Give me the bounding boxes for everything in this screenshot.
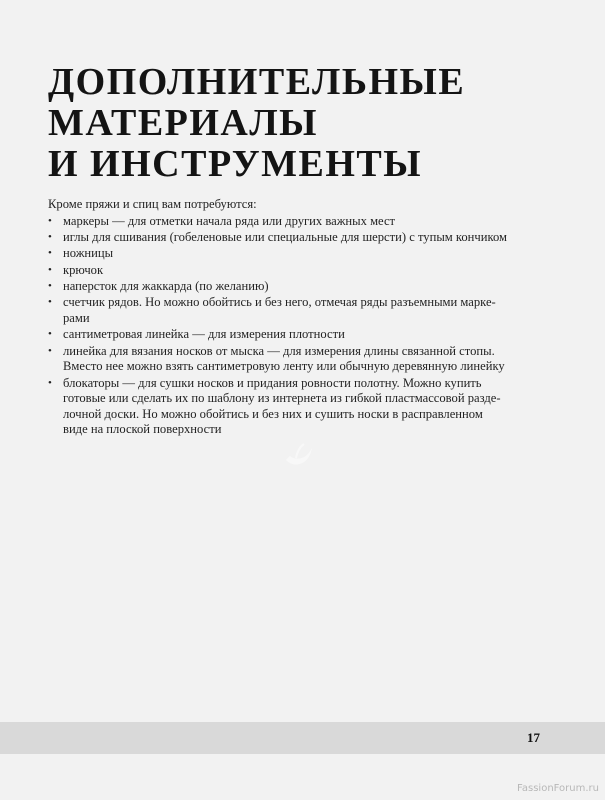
list-item [47, 230, 507, 246]
tools-list [47, 214, 507, 438]
list-item [47, 246, 507, 262]
list-item-text: ножницы [63, 246, 114, 261]
list-item-text: маркеры — для отметки начала ряда или других важных мест [63, 213, 396, 228]
page-title [48, 62, 568, 185]
site-watermark: FassionForum.ru [517, 783, 599, 794]
watermark-logo-icon [282, 438, 316, 472]
list-item [47, 344, 507, 375]
bullet-icon: • [48, 296, 52, 309]
list-item [47, 214, 507, 230]
list-item-text: блокаторы — для сушки носков и придания ровности полотну. Можно купить готовые или сделать их по шаблону из интернета из гибкой пластмассовой разде-лочной доски. Но можно обойтись и без них и сушить носки в расправленном виде на плоской поверхности [63, 375, 501, 437]
title-line: ДОПОЛНИТЕЛЬНЫЕ [48, 61, 466, 103]
bullet-icon: • [48, 263, 52, 276]
page-number: 17 [527, 730, 540, 745]
list-item-text: линейка для вязания носков от мыска — для измерения длины связанной стопы. Вместо нее можно взять сантиметровую ленту или обычную деревянную линейку [63, 343, 505, 374]
list-item [47, 295, 507, 326]
content-body [47, 197, 507, 439]
list-item-text: иглы для сшивания (гобеленовые или специальные для шерсти) с тупым кончиком [63, 229, 507, 244]
bullet-icon: • [48, 344, 52, 357]
list-item [47, 327, 507, 343]
intro-text: Кроме пряжи и спиц вам потребуются: [48, 197, 257, 211]
bullet-icon: • [48, 280, 52, 293]
bullet-icon: • [48, 328, 52, 341]
bullet-icon: • [48, 230, 52, 243]
title-line: МАТЕРИАЛЫ [48, 102, 318, 144]
list-item-text: сантиметровая линейка — для измерения плотности [63, 327, 345, 342]
bullet-icon: • [48, 214, 52, 227]
list-item-text: крючок [63, 262, 104, 277]
list-item [47, 376, 507, 438]
bullet-icon: • [48, 376, 52, 389]
title-line: И ИНСТРУМЕНТЫ [48, 143, 423, 185]
list-item-text: счетчик рядов. Но можно обойтись и без него, отмечая ряды разъемными марке-рами [63, 295, 496, 325]
bullet-icon: • [48, 247, 52, 260]
footer-bar [0, 722, 605, 754]
list-item-text: наперсток для жаккарда (по желанию) [63, 279, 269, 294]
list-item [47, 263, 507, 279]
list-item [47, 279, 507, 295]
